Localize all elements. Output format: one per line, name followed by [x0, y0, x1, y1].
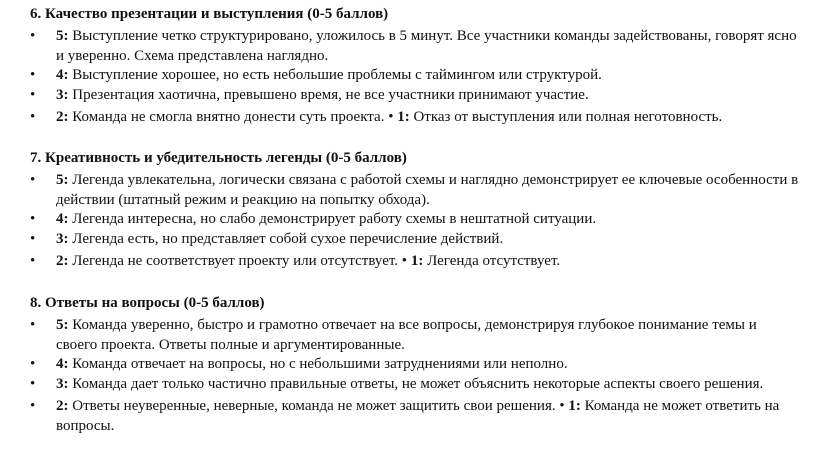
- section-heading: 8. Ответы на вопросы (0-5 баллов): [30, 295, 265, 311]
- criterion-text: Легенда отсутствует.: [423, 253, 561, 269]
- score-label: 2:: [56, 109, 69, 125]
- criterion-text: Легенда есть, но представляет собой сухое перечисление действий.: [68, 230, 504, 247]
- list-item: [30, 375, 800, 395]
- criteria-list: [30, 316, 800, 436]
- section-answers: [30, 293, 800, 436]
- list-item: [30, 171, 800, 210]
- score-label: 1:: [410, 253, 424, 269]
- bullet: •: [30, 86, 36, 103]
- bullet: •: [30, 317, 36, 333]
- score-label: 4:: [56, 67, 69, 83]
- criterion-text: Выступление хорошее, но есть небольшие проблемы с таймингом или структурой.: [68, 67, 602, 83]
- section-heading: 6. Качество презентации и выступления (0-5 баллов): [30, 6, 389, 22]
- criteria-list: [30, 27, 800, 128]
- bullet: •: [30, 230, 36, 247]
- criterion-text: Легенда интересна, но слабо демонстрирует работу схемы в нештатной ситуации.: [68, 211, 597, 227]
- bullet: •: [30, 253, 36, 269]
- list-item: [30, 252, 800, 272]
- bullet: •: [30, 109, 36, 125]
- criterion-text: Легенда увлекательна, логически связана с работой схемы и наглядно демонстрирует ее ключевые особенности в действии (штатный режим и реакцию на попытку обхода).: [56, 172, 799, 208]
- list-item: [30, 397, 800, 436]
- score-label: 3:: [56, 230, 69, 247]
- list-item: [30, 316, 800, 355]
- score-label: 5:: [56, 317, 69, 333]
- score-label: 3:: [56, 375, 69, 392]
- criterion-text: Команда не смогла внятно донести суть проекта. •: [68, 109, 398, 125]
- score-label: 3:: [56, 86, 69, 103]
- bullet: •: [30, 356, 36, 372]
- section-presentation-quality: [30, 4, 800, 128]
- criterion-text: Команда дает только частично правильные ответы, не может объяснить некоторые аспекты своего решения.: [68, 375, 764, 392]
- list-item: [30, 108, 800, 128]
- bullet: •: [30, 67, 36, 83]
- criterion-text: Отказ от выступления или полная неготовность.: [409, 109, 723, 125]
- bullet: •: [30, 375, 36, 392]
- criterion-text: Ответы неуверенные, неверные, команда не может защитить свои решения. •: [68, 398, 569, 414]
- criterion-text: Команда уверенно, быстро и грамотно отвечает на все вопросы, демонстрируя глубокое понимание темы и своего проекта. Ответы полные и аргументированные.: [56, 317, 757, 353]
- list-item: [30, 355, 800, 375]
- bullet: •: [30, 28, 36, 44]
- list-item: [30, 27, 800, 66]
- criteria-list: [30, 171, 800, 272]
- score-label: 4:: [56, 356, 69, 372]
- score-label: 1:: [568, 398, 581, 414]
- bullet: •: [30, 398, 36, 414]
- section-legend-creativity: [30, 148, 800, 272]
- list-item: [30, 210, 800, 230]
- score-label: 5:: [56, 172, 69, 188]
- criterion-text: Легенда не соответствует проекту или отсутствует. •: [68, 253, 411, 269]
- bullet: •: [30, 172, 36, 188]
- list-item: [30, 66, 800, 86]
- criterion-text: Презентация хаотична, превышено время, не все участники принимают участие.: [68, 86, 589, 103]
- bullet: •: [30, 211, 36, 227]
- criterion-text: Выступление четко структурировано, уложилось в 5 минут. Все участники команды задействованы, говорят ясно и уверенно. Схема представлена наглядно.: [56, 28, 797, 64]
- score-label: 1:: [397, 109, 410, 125]
- list-item: [30, 86, 800, 106]
- list-item: [30, 230, 800, 250]
- criterion-text: Команда не может ответить на вопросы.: [56, 398, 780, 434]
- score-label: 5:: [56, 28, 69, 44]
- section-heading: 7. Креативность и убедительность легенды (0-5 баллов): [30, 150, 407, 166]
- criterion-text: Команда отвечает на вопросы, но с небольшими затруднениями или неполно.: [68, 356, 568, 372]
- score-label: 2:: [56, 253, 69, 269]
- score-label: 2:: [56, 398, 69, 414]
- score-label: 4:: [56, 211, 69, 227]
